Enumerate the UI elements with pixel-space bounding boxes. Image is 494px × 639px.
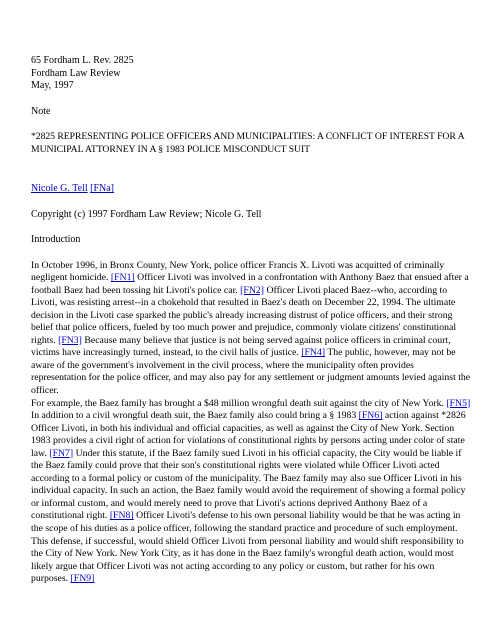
citation-block xyxy=(31,55,471,93)
paragraph-text: Officer Livoti was involved in a confrontation with Anthony Baez that ensued after a football Baez had been tossing hit Livoti's police car. xyxy=(31,272,469,296)
author-name-link[interactable]: Nicole G. Tell xyxy=(31,183,88,194)
paragraph-text: Because many believe that justice is not being served against police officers in criminal court, victims have increasingly turned, instead, to the civil halls of justice. xyxy=(31,334,451,359)
paragraph-text: Officer Livoti's defense to his own personal liability would be that he was acting in the scope of his duties as a police officer, following the standard practice and procedure of such employment. This defense, if successful, would shield Officer Livoti from personal liability and would shift responsibility to the City of New York. New York City, as it has done in the Baez family's wrongful death action, would most likely argue that Officer Livoti was not acting according to any policy or custom, but rather for his own purposes. xyxy=(31,510,464,585)
citation-volume: 65 Fordham L. Rev. 2825 xyxy=(31,55,134,66)
footnote-link-fn1[interactable]: [FN1] xyxy=(110,272,135,284)
article-title: *2825 REPRESENTING POLICE OFFICERS AND MUNICIPALITIES: A CONFLICT OF INTEREST FOR A MUNICIPAL ATTORNEY IN A § 1983 POLICE MISCONDUCT SUIT xyxy=(31,131,465,155)
document-page xyxy=(31,55,471,586)
footnote-link-fn9[interactable]: [FN9] xyxy=(70,573,95,585)
paragraph-text: In addition to a civil wrongful death suit, the Baez family also could bring a § 1983 xyxy=(31,410,359,422)
paragraph-text: Officer Livoti placed Baez--who, according to Livoti, was resisting arrest--in a chokehold that resulted in Baez's death on December 22, 1994. The ultimate decision in the Livoti case sparked the public's already increasing distrust of police officers, and their strong belief that police officers, fueled by too much power and prejudice, commonly violate citizens' constitutional rights. xyxy=(31,284,457,346)
footnote-link-fn3[interactable]: [FN3] xyxy=(58,334,82,346)
section-heading: Introduction xyxy=(31,234,81,245)
copyright-notice: Copyright (c) 1997 Fordham Law Review; Nicole G. Tell xyxy=(31,208,262,220)
citation-date: May, 1997 xyxy=(31,80,74,91)
body-paragraph-1 xyxy=(31,260,471,398)
footnote-link-fna[interactable]: [FNa] xyxy=(90,183,114,194)
footnote-link-fn8[interactable]: [FN8] xyxy=(109,510,134,522)
footnote-link-fn5[interactable]: [FN5] xyxy=(446,397,471,409)
author-line xyxy=(31,183,471,196)
body-paragraph-2 xyxy=(31,398,471,586)
paragraph-text: The public, however, may not be aware of the government's involvement in the civil process, where the municipality often provides representation for the police officer, and may also pay for any settlement or judgment amounts levied against the officer. xyxy=(31,347,471,396)
footnote-link-fn2[interactable]: [FN2] xyxy=(240,284,265,296)
citation-journal: Fordham Law Review xyxy=(31,67,121,79)
footnote-link-fn7[interactable]: [FN7] xyxy=(49,447,74,459)
paragraph-text: In October 1996, in Bronx County, New York, police officer Francis X. Livoti was acquitted of criminally negligent homicide. xyxy=(31,259,445,284)
note-label: Note xyxy=(31,105,51,117)
footnote-link-fn6[interactable]: [FN6] xyxy=(358,410,383,422)
paragraph-text: Under this statute, if the Baez family sued Livoti in his official capacity, the City would be liable if the Baez family could prove that their son's constitutional rights were violated while Officer Livoti acted according to a formal policy or custom of the municipality. The Baez family may also sue Officer Livoti in his individual capacity. In such an action, the Baez family would avoid the requirement of showing a formal policy or informal custom, and would merely need to prove that Livoti's actions deprived Anthony Baez of a constitutional right. xyxy=(31,447,466,522)
paragraph-text: For example, the Baez family has brought a $48 million wrongful death suit against the city of New York. xyxy=(31,397,447,409)
paragraph-text: action against *2826 Officer Livoti, in both his individual and official capacities, as well as against the City of New York. Section 1983 provides a civil right of action for violations of constitutional rights by persons acting under color of state law. xyxy=(31,410,466,459)
footnote-link-fn4[interactable]: [FN4] xyxy=(301,347,326,359)
